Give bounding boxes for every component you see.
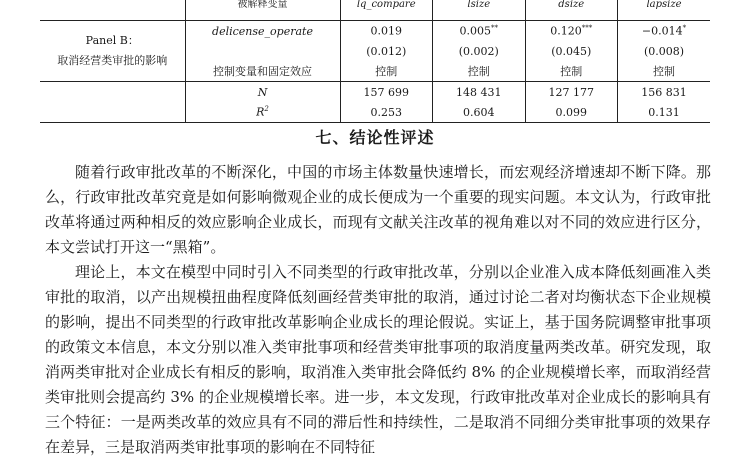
table-cell: 控制 bbox=[340, 61, 433, 82]
table-cell: 0.120*** bbox=[525, 21, 618, 42]
table-cell: (0.012) bbox=[340, 41, 433, 61]
table-cell: 0.005** bbox=[433, 21, 526, 42]
row-label-delicense: delicense_operate bbox=[185, 21, 340, 42]
table-cell: −0.014* bbox=[618, 21, 711, 42]
table-cell: 127 177 bbox=[525, 82, 618, 103]
panel-label-line2: 取消经营类审批的影响 bbox=[57, 54, 168, 67]
results-table bbox=[40, 0, 710, 123]
paragraph-2: 理论上，本文在模型中同时引入不同类型的行政审批改革，分别以企业准入成本降低刻画准入类审批的取消，以产出规模扭曲程度降低刻画经营类审批的取消，通过讨论二者对均衡状态下企业规模的影响，提出不同类型的行政审批改革影响企业成长的理论假说。实证上，基于国务院调整审批事项的政策文本信息，本文分别以准入类审批事项和经营类审批事项的取消度量两类改革。研究发现，取消两类审批对企业成长有相反的影响，取消准入类审批会降低约 8% 的企业规模增长率，而取消经营类审批则会提高约 3% 的企业规模增长率。进一步，本文发现，行政审批改革对企业成长的影响具有三个特征：一是两类改革的效应具有不同的滞后性和持续性，二是取消不同细分类审批事项的效果存在差异，三是取消两类审批事项的影响在不同特征 bbox=[45, 263, 711, 456]
header-col-3: dsize bbox=[558, 0, 585, 10]
body-text bbox=[45, 160, 711, 460]
table-row-n bbox=[40, 82, 710, 103]
table-cell: (0.045) bbox=[525, 41, 618, 61]
table-cell: 0.131 bbox=[618, 102, 711, 123]
row-label-n: N bbox=[185, 82, 340, 103]
row-label-r2: $R^2$ bbox=[185, 102, 340, 123]
header-variable-label: 被解释变量 bbox=[237, 0, 288, 10]
results-table-container bbox=[40, 0, 710, 123]
panel-label-line1: Panel B： bbox=[85, 34, 139, 47]
table-cell: 控制 bbox=[653, 65, 675, 78]
header-col-4: lapsize bbox=[646, 0, 682, 10]
row-label-controls: 控制变量和固定效应 bbox=[185, 61, 340, 82]
paragraph-1: 随着行政审批改革的不断深化，中国的市场主体数量快速增长，而宏观经济增速却不断下降。那么，行政审批改革究竟是如何影响微观企业的成长便成为一个重要的现实问题。本文认为，行政审批改革将通过两种相反的效应影响企业成长，而现有文献关注改革的视角难以对不同的效应进行区分，本文尝试打开这一“黑箱”。 bbox=[45, 163, 711, 256]
table-cell: 156 831 bbox=[618, 82, 711, 103]
table-header-row bbox=[40, 0, 710, 21]
panel-b-label bbox=[40, 21, 185, 82]
section-heading: 七、结论性评述 bbox=[315, 128, 435, 147]
table-cell: 0.019 bbox=[340, 21, 433, 42]
header-col-1: lq_compare bbox=[356, 0, 416, 10]
table-cell: (0.008) bbox=[643, 44, 685, 58]
table-cell: 148 431 bbox=[433, 82, 526, 103]
table-cell: 157 699 bbox=[340, 82, 433, 103]
table-cell: 控制 bbox=[433, 61, 526, 82]
header-col-2: lsize bbox=[467, 0, 491, 10]
table-cell: 控制 bbox=[525, 61, 618, 82]
table-row-delicense bbox=[40, 21, 710, 42]
table-row-r2 bbox=[40, 102, 710, 123]
table-cell: 0.604 bbox=[433, 102, 526, 123]
table-cell: 0.253 bbox=[340, 102, 433, 123]
table-cell: 0.099 bbox=[525, 102, 618, 123]
table-cell: (0.002) bbox=[433, 41, 526, 61]
